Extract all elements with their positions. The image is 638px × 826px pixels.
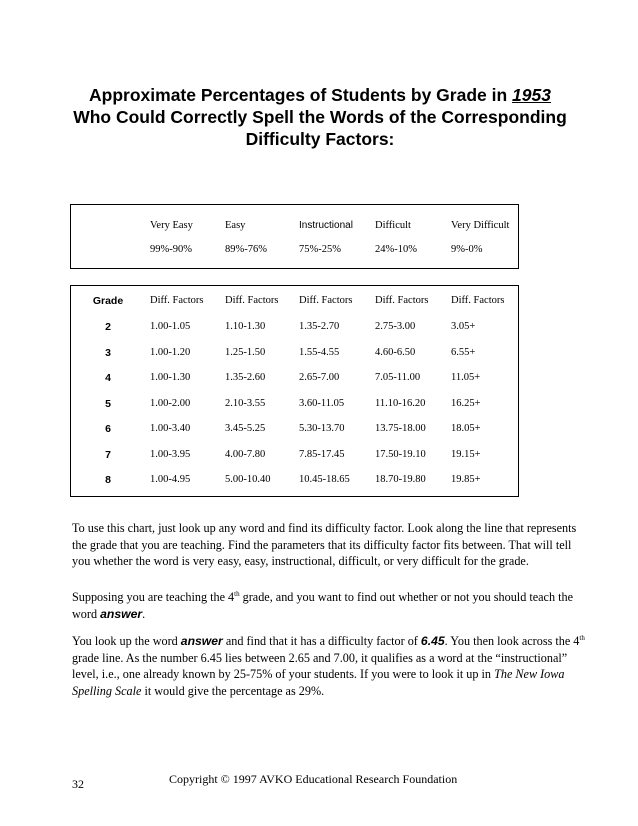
- level-range-very-difficult: 9%-0%: [451, 244, 483, 255]
- table-cell: 1.00-3.40: [150, 423, 191, 434]
- table-cell: 1.55-4.55: [299, 347, 340, 358]
- table-cell: 7.85-17.45: [299, 449, 345, 460]
- table-cell: 5.30-13.70: [299, 423, 345, 434]
- level-name-difficult: Difficult: [375, 220, 411, 231]
- table-row-grade: 5: [105, 398, 111, 410]
- difficulty-table: [70, 285, 519, 497]
- level-range-very-easy: 99%-90%: [150, 244, 192, 255]
- table-cell: 5.00-10.40: [225, 474, 271, 485]
- keyword-factor: 6.45: [420, 634, 445, 648]
- table-cell: 3.45-5.25: [225, 423, 266, 434]
- instructions-paragraph: To use this chart, just look up any word and find its difficulty factor. Look along the line that represents the grade that you are teaching. Find the parameters that its difficulty factor fits between. That will tell you whether the word is very easy, easy, instructional, difficult, or very difficult for the grade.: [72, 521, 577, 568]
- table-cell: 13.75-18.00: [375, 423, 426, 434]
- table-cell: 17.50-19.10: [375, 449, 426, 460]
- table-row-grade: 8: [105, 474, 111, 486]
- table-cell: 3.60-11.05: [299, 398, 345, 409]
- table-cell: 11.10-16.20: [375, 398, 426, 409]
- book-title: The New Iowa Spelling Scale: [72, 667, 565, 698]
- table-cell: 2.10-3.55: [225, 398, 266, 409]
- levels-box: [70, 204, 519, 269]
- level-range-instructional: 75%-25%: [299, 244, 341, 255]
- table-cell: 18.05+: [451, 423, 481, 434]
- factor-header: Diff. Factors: [225, 295, 279, 306]
- table-cell: 7.05-11.00: [375, 372, 421, 383]
- table-row-grade: 7: [105, 449, 111, 461]
- table-cell: 1.00-3.95: [150, 449, 191, 460]
- page-title: [60, 84, 580, 150]
- factor-header: Diff. Factors: [375, 295, 429, 306]
- table-cell: 19.15+: [451, 449, 481, 460]
- table-row-grade: 2: [105, 321, 111, 333]
- factor-header: Diff. Factors: [299, 295, 353, 306]
- table-cell: 6.55+: [451, 347, 476, 358]
- table-cell: 2.65-7.00: [299, 372, 340, 383]
- table-cell: 1.00-1.05: [150, 321, 191, 332]
- page-number: 32: [72, 777, 84, 791]
- keyword-answer: answer: [100, 606, 143, 621]
- table-cell: 1.25-1.50: [225, 347, 266, 358]
- table-row-grade: 3: [105, 347, 111, 359]
- level-range-difficult: 24%-10%: [375, 244, 417, 255]
- title-line-1: Approximate Percentages of Students by Grade in 1953: [89, 85, 551, 105]
- table-cell: 1.35-2.70: [299, 321, 340, 332]
- table-cell: 1.00-2.00: [150, 398, 191, 409]
- table-cell: 2.75-3.00: [375, 321, 416, 332]
- title-line-2: Who Could Correctly Spell the Words of the Corresponding: [73, 107, 567, 127]
- level-name-very-difficult: Very Difficult: [451, 220, 510, 231]
- table-row-grade: 4: [105, 372, 111, 384]
- table-cell: 3.05+: [451, 321, 476, 332]
- explanation-paragraph: You look up the word answer and find that it has a difficulty factor of 6.45. You then look across the 4th grade line. As the number 6.45 lies between 2.65 and 7.00, it qualifies as a word at the “instructional” level, i.e., one already known by 25-75% of your students. If you were to look it up in The New Iowa Spelling Scale it would give the percentage as 29%.: [72, 633, 585, 698]
- factor-header: Diff. Factors: [451, 295, 505, 306]
- level-name-very-easy: Very Easy: [150, 220, 193, 231]
- example-paragraph: Supposing you are teaching the 4th grade, and you want to find out whether or not you should teach the word answer.: [72, 589, 573, 621]
- copyright-footer: Copyright © 1997 AVKO Educational Research Foundation: [169, 772, 458, 786]
- keyword-answer: answer: [180, 634, 223, 648]
- title-line-3: Difficulty Factors:: [245, 129, 395, 149]
- table-cell: 1.10-1.30: [225, 321, 266, 332]
- level-name-instructional: Instructional: [299, 220, 353, 231]
- table-row-grade: 6: [105, 423, 111, 435]
- table-cell: 18.70-19.80: [375, 474, 426, 485]
- title-year: 1953: [512, 85, 551, 105]
- table-cell: 10.45-18.65: [299, 474, 350, 485]
- factor-header: Diff. Factors: [150, 295, 204, 306]
- table-cell: 1.00-1.30: [150, 372, 191, 383]
- level-name-easy: Easy: [225, 220, 246, 231]
- table-cell: 1.00-4.95: [150, 474, 191, 485]
- table-cell: 1.35-2.60: [225, 372, 266, 383]
- table-cell: 1.00-1.20: [150, 347, 191, 358]
- table-cell: 19.85+: [451, 474, 481, 485]
- grade-header: Grade: [92, 295, 124, 307]
- table-cell: 4.00-7.80: [225, 449, 266, 460]
- table-cell: 4.60-6.50: [375, 347, 416, 358]
- level-range-easy: 89%-76%: [225, 244, 267, 255]
- table-cell: 11.05+: [451, 372, 481, 383]
- table-cell: 16.25+: [451, 398, 481, 409]
